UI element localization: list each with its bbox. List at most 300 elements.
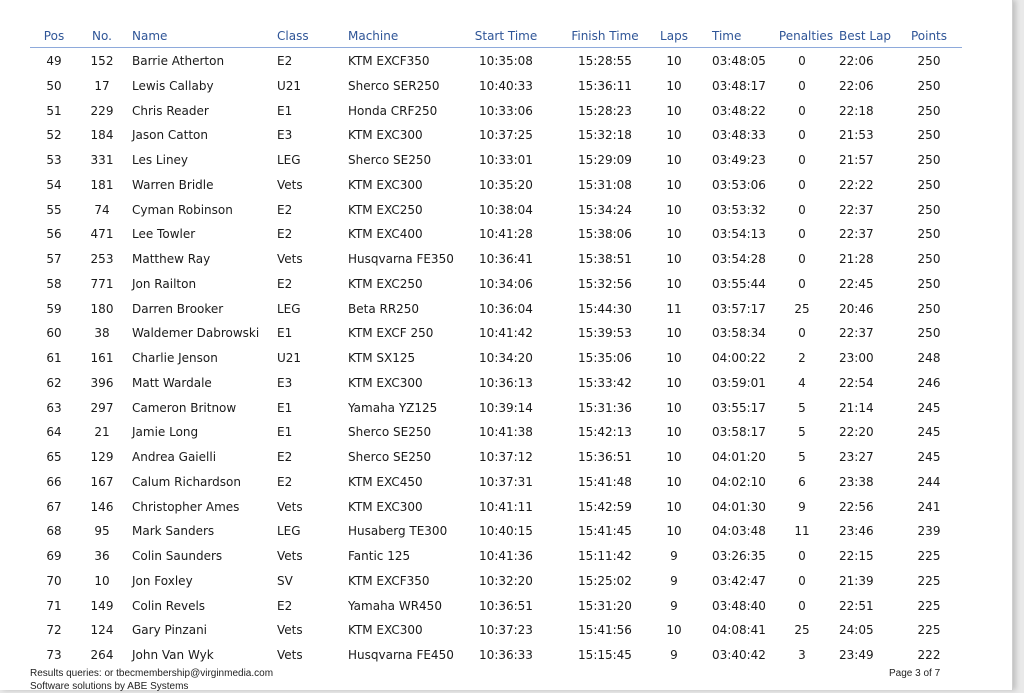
- cell-machine: Sherco SE250: [348, 153, 432, 167]
- header-rule: [30, 47, 962, 48]
- cell-start-time: 10:37:23: [479, 623, 533, 638]
- cell-no: 152: [90, 54, 114, 68]
- cell-no: 161: [90, 351, 114, 365]
- header-start-time: Start Time: [474, 29, 538, 43]
- cell-best-lap: 22:20: [839, 425, 874, 440]
- cell-time: 03:48:22: [712, 103, 766, 118]
- cell-finish-time: 15:41:56: [578, 623, 632, 638]
- cell-finish-time: 15:25:02: [578, 573, 632, 588]
- cell-start-time: 10:36:04: [479, 301, 533, 316]
- cell-time: 04:01:30: [712, 499, 766, 514]
- table-row: [0, 201, 1012, 226]
- cell-finish-time: 15:41:45: [578, 524, 632, 539]
- cell-penalties: 4: [798, 375, 806, 390]
- results-queries-note: Results queries: or tbecmembership@virginmedia.com: [30, 668, 274, 679]
- cell-start-time: 10:33:01: [479, 153, 533, 167]
- cell-no: 264: [90, 648, 114, 662]
- cell-name: Jason Catton: [132, 128, 208, 143]
- cell-laps: 10: [666, 78, 682, 93]
- cell-name: Matt Wardale: [132, 375, 212, 390]
- cell-name: Warren Bridle: [132, 177, 214, 192]
- cell-points: 225: [917, 623, 941, 638]
- table-row: [0, 300, 1012, 325]
- table-row: [0, 77, 1012, 102]
- cell-machine: Fantic 125: [348, 549, 411, 563]
- cell-finish-time: 15:11:42: [578, 549, 632, 563]
- cell-finish-time: 15:28:23: [578, 103, 632, 118]
- cell-start-time: 10:35:20: [479, 177, 533, 192]
- cell-class: E3: [277, 128, 293, 143]
- cell-points: 244: [917, 474, 941, 489]
- cell-name: Lewis Callaby: [132, 78, 214, 93]
- cell-best-lap: 23:49: [839, 648, 874, 662]
- cell-pos: 65: [46, 450, 62, 464]
- cell-no: 10: [94, 573, 110, 588]
- cell-start-time: 10:41:28: [479, 227, 533, 242]
- table-row: [0, 399, 1012, 424]
- table-header: [0, 27, 1012, 47]
- cell-penalties: 2: [798, 351, 806, 365]
- cell-machine: KTM EXC300: [348, 128, 423, 143]
- cell-laps: 10: [666, 128, 682, 143]
- cell-class: LEG: [277, 524, 301, 539]
- cell-pos: 53: [46, 153, 62, 167]
- cell-penalties: 0: [798, 78, 806, 93]
- cell-finish-time: 15:44:30: [578, 301, 632, 316]
- cell-pos: 51: [46, 103, 62, 118]
- header-time: Time: [712, 29, 742, 43]
- cell-time: 03:49:23: [712, 153, 766, 167]
- cell-points: 250: [917, 177, 941, 192]
- cell-name: Jon Railton: [132, 276, 197, 291]
- table-row: [0, 374, 1012, 399]
- cell-start-time: 10:38:04: [479, 202, 533, 217]
- cell-time: 03:57:17: [712, 301, 766, 316]
- cell-laps: 10: [666, 450, 682, 464]
- cell-time: 04:02:10: [712, 474, 766, 489]
- table-row: [0, 423, 1012, 448]
- cell-pos: 68: [46, 524, 62, 539]
- cell-name: Colin Saunders: [132, 549, 223, 563]
- cell-pos: 58: [46, 276, 62, 291]
- cell-penalties: 0: [798, 598, 806, 613]
- cell-finish-time: 15:38:06: [578, 227, 632, 242]
- cell-laps: 10: [666, 276, 682, 291]
- cell-best-lap: 22:06: [839, 54, 874, 68]
- cell-class: Vets: [277, 177, 303, 192]
- cell-machine: KTM SX125: [348, 351, 416, 365]
- cell-laps: 10: [666, 103, 682, 118]
- cell-laps: 10: [666, 202, 682, 217]
- cell-name: Colin Revels: [132, 598, 206, 613]
- header-best-lap: Best Lap: [839, 29, 892, 43]
- cell-pos: 66: [46, 474, 62, 489]
- cell-points: 250: [917, 227, 941, 242]
- cell-laps: 10: [666, 177, 682, 192]
- cell-start-time: 10:37:25: [479, 128, 533, 143]
- header-class: Class: [277, 29, 309, 43]
- table-row: [0, 151, 1012, 176]
- cell-finish-time: 15:32:18: [578, 128, 632, 143]
- cell-pos: 60: [46, 326, 62, 341]
- cell-best-lap: 24:05: [839, 623, 874, 638]
- cell-name: Barrie Atherton: [132, 54, 225, 68]
- cell-no: 146: [90, 499, 114, 514]
- cell-no: 229: [90, 103, 114, 118]
- cell-points: 250: [917, 54, 941, 68]
- cell-points: 250: [917, 128, 941, 143]
- cell-time: 03:48:05: [712, 54, 766, 68]
- cell-class: E1: [277, 400, 293, 415]
- cell-machine: KTM EXC300: [348, 623, 423, 638]
- cell-best-lap: 22:37: [839, 326, 874, 341]
- cell-pos: 50: [46, 78, 62, 93]
- cell-penalties: 0: [798, 326, 806, 341]
- cell-time: 03:55:44: [712, 276, 766, 291]
- table-row: [0, 250, 1012, 275]
- cell-laps: 10: [666, 54, 682, 68]
- cell-name: Cameron Britnow: [132, 400, 237, 415]
- cell-no: 184: [90, 128, 114, 143]
- cell-class: LEG: [277, 301, 301, 316]
- cell-time: 03:55:17: [712, 400, 766, 415]
- cell-laps: 9: [670, 573, 678, 588]
- cell-pos: 49: [46, 54, 62, 68]
- cell-no: 771: [90, 276, 114, 291]
- cell-laps: 10: [666, 623, 682, 638]
- cell-laps: 10: [666, 499, 682, 514]
- cell-class: E3: [277, 375, 293, 390]
- cell-laps: 10: [666, 326, 682, 341]
- cell-penalties: 5: [798, 425, 806, 440]
- cell-points: 246: [917, 375, 941, 390]
- software-credit: Software solutions by ABE Systems: [30, 681, 189, 692]
- cell-class: E2: [277, 598, 293, 613]
- cell-points: 241: [917, 499, 941, 514]
- cell-best-lap: 22:15: [839, 549, 874, 563]
- cell-machine: KTM EXC300: [348, 375, 423, 390]
- cell-penalties: 0: [798, 54, 806, 68]
- cell-machine: Beta RR250: [348, 301, 420, 316]
- cell-no: 38: [94, 326, 110, 341]
- cell-start-time: 10:41:36: [479, 549, 533, 563]
- cell-machine: Honda CRF250: [348, 103, 438, 118]
- header-pos: Pos: [43, 29, 65, 43]
- cell-time: 03:40:42: [712, 648, 766, 662]
- table-row: [0, 498, 1012, 523]
- table-row: [0, 572, 1012, 597]
- cell-class: E1: [277, 326, 293, 341]
- cell-finish-time: 15:32:56: [578, 276, 632, 291]
- cell-machine: Sherco SE250: [348, 450, 432, 464]
- cell-class: Vets: [277, 252, 303, 266]
- cell-points: 225: [917, 549, 941, 563]
- cell-best-lap: 20:46: [839, 301, 874, 316]
- table-row: [0, 275, 1012, 300]
- cell-time: 03:26:35: [712, 549, 766, 563]
- cell-start-time: 10:41:11: [479, 499, 533, 514]
- cell-points: 250: [917, 326, 941, 341]
- cell-class: E2: [277, 450, 293, 464]
- cell-machine: Husqvarna FE450: [348, 648, 454, 662]
- cell-machine: Yamaha YZ125: [348, 400, 438, 415]
- cell-pos: 52: [46, 128, 62, 143]
- cell-finish-time: 15:31:36: [578, 400, 632, 415]
- cell-name: John Van Wyk: [132, 648, 214, 662]
- table-row: [0, 349, 1012, 374]
- cell-class: SV: [277, 573, 293, 588]
- cell-penalties: 0: [798, 128, 806, 143]
- cell-time: 04:01:20: [712, 450, 766, 464]
- cell-points: 245: [917, 450, 941, 464]
- table-row: [0, 448, 1012, 473]
- cell-time: 04:08:41: [712, 623, 766, 638]
- table-row: [0, 473, 1012, 498]
- cell-best-lap: 21:14: [839, 400, 874, 415]
- cell-start-time: 10:35:08: [479, 54, 533, 68]
- cell-finish-time: 15:29:09: [578, 153, 632, 167]
- cell-start-time: 10:37:31: [479, 474, 533, 489]
- cell-best-lap: 22:56: [839, 499, 874, 514]
- cell-laps: 10: [666, 524, 682, 539]
- cell-points: 250: [917, 78, 941, 93]
- cell-start-time: 10:41:42: [479, 326, 533, 341]
- cell-name: Mark Sanders: [132, 524, 215, 539]
- cell-finish-time: 15:34:24: [578, 202, 632, 217]
- cell-points: 239: [917, 524, 941, 539]
- cell-no: 124: [90, 623, 114, 638]
- cell-name: Waldemer Dabrowski: [132, 326, 260, 341]
- cell-time: 03:54:28: [712, 252, 766, 266]
- cell-name: Les Liney: [132, 153, 189, 167]
- cell-time: 03:59:01: [712, 375, 766, 390]
- cell-start-time: 10:41:38: [479, 425, 533, 440]
- cell-best-lap: 21:28: [839, 252, 874, 266]
- cell-start-time: 10:36:41: [479, 252, 533, 266]
- cell-machine: Yamaha WR450: [348, 598, 442, 613]
- cell-class: E1: [277, 425, 293, 440]
- cell-finish-time: 15:28:55: [578, 54, 632, 68]
- cell-best-lap: 22:37: [839, 227, 874, 242]
- cell-penalties: 0: [798, 153, 806, 167]
- cell-pos: 62: [46, 375, 62, 390]
- cell-class: Vets: [277, 499, 303, 514]
- cell-pos: 73: [46, 648, 62, 662]
- cell-penalties: 0: [798, 202, 806, 217]
- cell-best-lap: 23:38: [839, 474, 874, 489]
- cell-time: 04:03:48: [712, 524, 766, 539]
- cell-time: 03:48:40: [712, 598, 766, 613]
- cell-machine: KTM EXC450: [348, 474, 423, 489]
- cell-pos: 54: [46, 177, 62, 192]
- cell-finish-time: 15:42:13: [578, 425, 632, 440]
- cell-laps: 9: [670, 549, 678, 563]
- cell-laps: 10: [666, 227, 682, 242]
- cell-machine: KTM EXC400: [348, 227, 423, 242]
- cell-penalties: 5: [798, 450, 806, 464]
- cell-finish-time: 15:36:11: [578, 78, 632, 93]
- cell-points: 248: [917, 351, 941, 365]
- table-row: [0, 621, 1012, 646]
- cell-no: 129: [90, 450, 114, 464]
- cell-start-time: 10:36:51: [479, 598, 533, 613]
- cell-no: 180: [90, 301, 114, 316]
- cell-start-time: 10:33:06: [479, 103, 533, 118]
- cell-machine: KTM EXCF 250: [348, 326, 434, 341]
- cell-points: 250: [917, 276, 941, 291]
- header-no: No.: [92, 29, 112, 43]
- cell-penalties: 25: [794, 623, 810, 638]
- cell-best-lap: 21:57: [839, 153, 874, 167]
- cell-points: 250: [917, 202, 941, 217]
- cell-penalties: 3: [798, 648, 806, 662]
- cell-class: Vets: [277, 549, 303, 563]
- cell-pos: 63: [46, 400, 62, 415]
- cell-points: 245: [917, 425, 941, 440]
- header-penalties: Penalties: [778, 29, 834, 43]
- header-name: Name: [132, 29, 168, 43]
- cell-no: 167: [90, 474, 114, 489]
- cell-penalties: 0: [798, 549, 806, 563]
- cell-best-lap: 21:39: [839, 573, 874, 588]
- cell-name: Matthew Ray: [132, 252, 211, 266]
- cell-finish-time: 15:38:51: [578, 252, 632, 266]
- cell-time: 04:00:22: [712, 351, 766, 365]
- cell-machine: KTM EXC250: [348, 276, 423, 291]
- cell-no: 149: [90, 598, 114, 613]
- cell-penalties: 11: [794, 524, 810, 539]
- cell-best-lap: 22:37: [839, 202, 874, 217]
- cell-no: 36: [94, 549, 110, 563]
- cell-best-lap: 22:45: [839, 276, 874, 291]
- table-row: [0, 176, 1012, 201]
- cell-pos: 64: [46, 425, 62, 440]
- cell-finish-time: 15:35:06: [578, 351, 632, 365]
- cell-name: Jamie Long: [132, 425, 199, 440]
- cell-best-lap: 21:53: [839, 128, 874, 143]
- table-row: [0, 126, 1012, 151]
- cell-best-lap: 22:18: [839, 103, 874, 118]
- cell-class: E2: [277, 54, 293, 68]
- cell-finish-time: 15:33:42: [578, 375, 632, 390]
- cell-best-lap: 22:22: [839, 177, 874, 192]
- cell-laps: 10: [666, 400, 682, 415]
- cell-class: E1: [277, 103, 293, 118]
- cell-penalties: 5: [798, 400, 806, 415]
- cell-penalties: 25: [794, 301, 810, 316]
- cell-time: 03:53:32: [712, 202, 766, 217]
- cell-points: 250: [917, 103, 941, 118]
- cell-machine: Sherco SER250: [348, 78, 440, 93]
- cell-laps: 10: [666, 425, 682, 440]
- cell-time: 03:48:33: [712, 128, 766, 143]
- cell-no: 74: [94, 202, 110, 217]
- cell-points: 250: [917, 301, 941, 316]
- cell-penalties: 0: [798, 573, 806, 588]
- cell-pos: 59: [46, 301, 62, 316]
- cell-name: Gary Pinzani: [132, 623, 208, 638]
- cell-start-time: 10:40:15: [479, 524, 533, 539]
- cell-laps: 10: [666, 474, 682, 489]
- cell-finish-time: 15:39:53: [578, 326, 632, 341]
- cell-class: E2: [277, 227, 293, 242]
- header-points: Points: [910, 29, 948, 43]
- header-laps: Laps: [660, 29, 688, 43]
- cell-laps: 10: [666, 375, 682, 390]
- cell-name: Cyman Robinson: [132, 202, 233, 217]
- table-row: [0, 547, 1012, 572]
- cell-class: Vets: [277, 648, 303, 662]
- cell-start-time: 10:37:12: [479, 450, 533, 464]
- cell-laps: 9: [670, 598, 678, 613]
- cell-pos: 57: [46, 252, 62, 266]
- cell-pos: 61: [46, 351, 62, 365]
- cell-start-time: 10:36:13: [479, 375, 533, 390]
- cell-best-lap: 22:54: [839, 375, 874, 390]
- cell-machine: KTM EXC250: [348, 202, 423, 217]
- cell-machine: KTM EXCF350: [348, 54, 430, 68]
- cell-machine: Husaberg TE300: [348, 524, 448, 539]
- cell-finish-time: 15:36:51: [578, 450, 632, 464]
- table-row: [0, 597, 1012, 622]
- cell-start-time: 10:34:06: [479, 276, 533, 291]
- cell-name: Charlie Jenson: [132, 351, 218, 365]
- cell-start-time: 10:39:14: [479, 400, 533, 415]
- cell-laps: 11: [666, 301, 682, 316]
- cell-time: 03:53:06: [712, 177, 766, 192]
- cell-time: 03:42:47: [712, 573, 766, 588]
- cell-start-time: 10:34:20: [479, 351, 533, 365]
- cell-name: Lee Towler: [132, 227, 196, 242]
- cell-no: 181: [90, 177, 114, 192]
- cell-points: 225: [917, 573, 941, 588]
- header-finish-time: Finish Time: [571, 29, 639, 43]
- cell-name: Calum Richardson: [132, 474, 241, 489]
- cell-best-lap: 22:06: [839, 78, 874, 93]
- cell-class: Vets: [277, 623, 303, 638]
- cell-pos: 67: [46, 499, 62, 514]
- cell-name: Jon Foxley: [132, 573, 193, 588]
- cell-class: U21: [277, 78, 302, 93]
- table-row: [0, 522, 1012, 547]
- page-number: Page 3 of 7: [889, 668, 941, 679]
- cell-start-time: 10:36:33: [479, 648, 533, 662]
- table-row: [0, 52, 1012, 77]
- cell-class: U21: [277, 351, 302, 365]
- cell-time: 03:54:13: [712, 227, 766, 242]
- cell-pos: 55: [46, 202, 62, 217]
- cell-machine: Sherco SE250: [348, 425, 432, 440]
- cell-no: 297: [90, 400, 114, 415]
- cell-points: 225: [917, 598, 941, 613]
- cell-start-time: 10:32:20: [479, 573, 533, 588]
- cell-penalties: 0: [798, 177, 806, 192]
- cell-penalties: 0: [798, 103, 806, 118]
- cell-machine: KTM EXC300: [348, 499, 423, 514]
- cell-pos: 70: [46, 573, 62, 588]
- cell-name: Darren Brooker: [132, 301, 224, 316]
- table-row: [0, 102, 1012, 127]
- cell-time: 03:58:17: [712, 425, 766, 440]
- cell-penalties: 9: [798, 499, 806, 514]
- cell-class: E2: [277, 202, 293, 217]
- cell-no: 21: [94, 425, 110, 440]
- cell-name: Andrea Gaielli: [132, 450, 217, 464]
- cell-best-lap: 22:51: [839, 598, 874, 613]
- cell-laps: 10: [666, 252, 682, 266]
- cell-laps: 9: [670, 648, 678, 662]
- cell-finish-time: 15:31:20: [578, 598, 632, 613]
